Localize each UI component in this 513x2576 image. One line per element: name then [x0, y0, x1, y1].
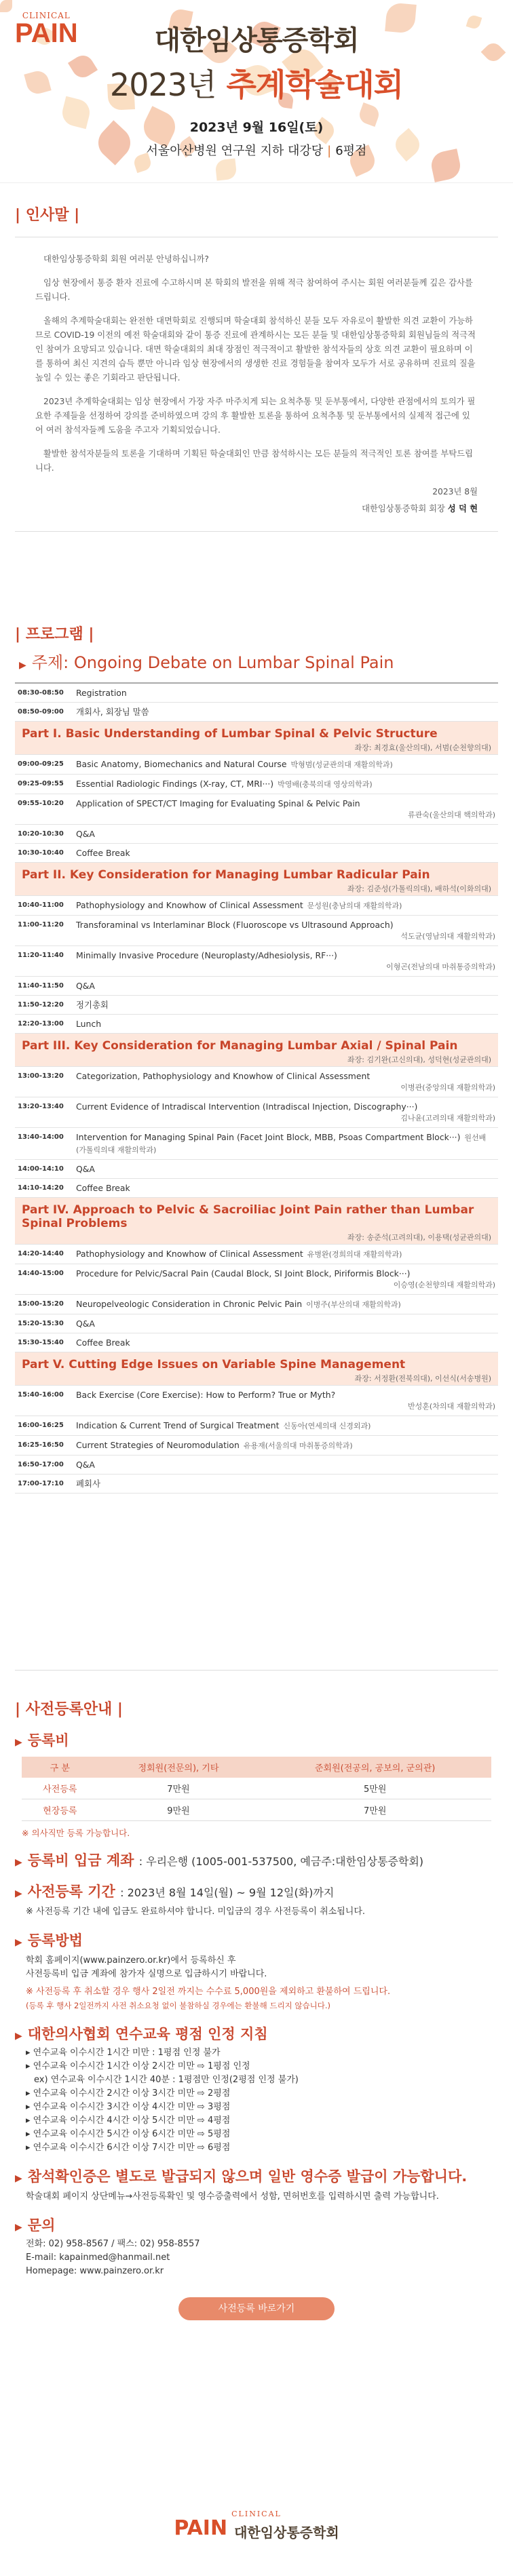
program-row — [15, 1245, 498, 1264]
session-title: Minimally Invasive Procedure (Neuroplasty/Adhesiolysis, RF···) — [76, 950, 337, 960]
session-title: Lunch — [76, 1019, 102, 1029]
program-part-header — [15, 1198, 498, 1245]
session-time: 10:30-10:40 — [18, 849, 64, 857]
fee-header-category: 구 분 — [22, 1757, 98, 1778]
session-time: 11:40-11:50 — [18, 982, 64, 990]
fee-heading — [15, 1730, 498, 1750]
program-row — [15, 916, 498, 946]
greeting-p3: 올해의 추계학술대회는 완전한 대면학회로 진행되며 학술대회 참석하신 분들 모두 자유로이 활발한 의견 교환이 가능하므로 COVID-19 이전의 예전 학술대회와 같이 통증 진료에 관계하시는 모든 분들 및 대한임상통증학회 회원님들의 적극적인 참여가 요망되고 있습니다. 대면 학술대회의 최대 장점인 적극적이고 활발한 참석자들의 상호 의견 교환이 필요하며 이를 통하여 최신 지견의 습득 뿐만 아니라 임상 현장에서의 생생한 진료 경험들을 참여자 모두가 서로 공유하며 진료의 질을 높일 수 있는 좋은 기회라고 판단됩니다. — [35, 316, 476, 383]
logo-clinical: CLINICAL — [22, 11, 71, 20]
session-content — [76, 1298, 495, 1310]
greeting-section — [0, 203, 513, 532]
theme-text: 주제: Ongoing Debate on Lumbar Spinal Pain — [31, 653, 394, 672]
program-theme — [19, 649, 498, 673]
greeting-p5: 활발한 참석자분들의 토론을 기대하며 기획된 학술대회인 만큼 참석하시는 모든 분들의 적극적인 토론 참여를 부탁드립니다. — [35, 449, 473, 473]
triangle-icon: ▶ — [15, 2031, 22, 2042]
period-label: 사전등록 기간 — [27, 1884, 115, 1900]
sign-role: 대한임상통증학회 회장 — [362, 504, 445, 513]
triangle-icon: ▶ — [15, 2222, 22, 2233]
credit-item: ▸ 연수교육 이수시간 1시간 이상 2시간 미만 ⇨ 1평점 인정 — [26, 2061, 250, 2071]
header-banner — [0, 0, 513, 183]
part-chair: 좌장: 최경효(울산의대), 서범(순천향의대) — [354, 743, 491, 752]
session-speaker: 박영배(충북의대 영상의학과) — [278, 780, 373, 789]
session-speaker: 이승영(순천향의대 재활의학과) — [393, 1281, 495, 1289]
contact-list — [26, 2238, 487, 2278]
session-time: 09:25-09:55 — [18, 780, 64, 787]
method-heading — [15, 1930, 498, 1950]
fee-row — [22, 1799, 491, 1821]
greeting-p4: 2023년 추계학술대회는 임상 현장에서 가장 자주 마주치게 되는 요척추통 및 둔부통에서, 다양한 관점에서의 토의가 필요한 주제들을 선정하여 강의를 준비하였으며 강의 후 활발한 토론을 통하여 요척추통 및 둔부통에서의 실제적 접근에 있어 여러 참석자들께 도움을 주고자 기획되었습니다. — [35, 397, 476, 435]
session-content — [76, 1101, 495, 1124]
greeting-p1: 대한임상통증학회 회원 여러분 안녕하십니까? — [43, 254, 209, 264]
program-row — [15, 996, 498, 1015]
credit-item: ex) 연수교육 이수시간 1시간 40분 : 1평점만 인정(2평점 인정 불가) — [34, 2075, 299, 2085]
program-row — [15, 1160, 498, 1179]
session-speaker: 신동아(연세의대 신경외과) — [283, 1422, 371, 1430]
session-title: Pathophysiology and Knowhow of Clinical Assessment — [76, 1249, 303, 1259]
credit-item: ▸ 연수교육 이수시간 4시간 이상 5시간 미만 ⇨ 4평점 — [26, 2115, 231, 2126]
credit-item: ▸ 연수교육 이수시간 6시간 이상 7시간 미만 ⇨ 6평점 — [26, 2143, 231, 2153]
greeting-p2: 임상 현장에서 통증 환자 진료에 수고하시며 본 학회의 발전을 위해 적극 참여하여 주시는 회원 여러분들께 깊은 감사를 드립니다. — [35, 278, 473, 302]
program-row — [15, 1416, 498, 1436]
triangle-icon: ▶ — [15, 1737, 22, 1748]
session-content — [76, 1070, 495, 1093]
program-table — [15, 682, 498, 1494]
session-time: 15:40-16:00 — [18, 1391, 64, 1399]
session-speaker: 이병관(중앙의대 재활의학과) — [400, 1083, 495, 1092]
event-venue — [0, 141, 513, 159]
program-row — [15, 1128, 498, 1160]
session-title: Neuropelveologic Consideration in Chronic Pelvic Pain — [76, 1299, 303, 1309]
session-title: Pathophysiology and Knowhow of Clinical Assessment — [76, 900, 303, 910]
fee-cell: 9만원 — [98, 1799, 259, 1821]
session-speaker: 이병주(부산의대 재활의학과) — [306, 1300, 401, 1309]
session-time: 08:50-09:00 — [18, 708, 64, 716]
session-content — [76, 950, 495, 973]
fee-cell: 5만원 — [259, 1778, 491, 1799]
session-speaker: 반성훈(차의대 재활의학과) — [408, 1402, 495, 1411]
session-content — [76, 899, 495, 912]
session-time: 15:00-15:20 — [18, 1300, 64, 1308]
receipt-heading — [15, 2166, 498, 2186]
part-chair: 좌장: 서정환(전북의대), 이선식(서송병원) — [354, 1374, 491, 1383]
program-row — [15, 1436, 498, 1456]
fee-cell: 사전등록 — [22, 1778, 98, 1799]
session-content — [76, 687, 495, 699]
session-time: 14:00-14:10 — [18, 1165, 64, 1173]
greeting-heading: | 인사말 | — [15, 207, 80, 224]
session-time: 13:40-14:00 — [18, 1133, 64, 1141]
session-title: Procedure for Pelvic/Sacral Pain (Caudal Block, SI Joint Block, Piriformis Block···) — [76, 1268, 411, 1279]
session-title: Indication & Current Trend of Surgical Treatment — [76, 1420, 280, 1430]
receipt-title: 참석확인증은 별도로 발급되지 않으며 일반 영수증 발급이 가능합니다. — [27, 2168, 468, 2185]
program-row — [15, 1386, 498, 1416]
session-content — [76, 1268, 495, 1291]
fee-header-associate: 준회원(전공의, 공보의, 군의관) — [259, 1757, 491, 1778]
session-title: Q&A — [76, 981, 95, 991]
program-part-header — [15, 863, 498, 896]
program-row — [15, 684, 498, 703]
part-title: Part I. Basic Understanding of Lumbar Spinal & Pelvic Structure — [22, 727, 438, 741]
event-name: 추계학술대회 — [226, 66, 404, 103]
triangle-icon: ▶ — [15, 1937, 22, 1948]
footer-logo-clinical: CLINICAL — [231, 2510, 282, 2518]
session-time: 14:20-14:40 — [18, 1250, 64, 1257]
session-content — [76, 706, 495, 718]
session-time: 15:30-15:40 — [18, 1339, 64, 1346]
period-value: : 2023년 8월 14일(월) ~ 9월 12일(화)까지 — [120, 1886, 335, 1899]
session-speaker: 이형곤(전남의대 마취통증의학과) — [386, 962, 495, 971]
session-title: 정기총회 — [76, 1000, 109, 1010]
session-title: Registration — [76, 688, 127, 698]
session-title: Back Exercise (Core Exercise): How to Perform? True or Myth? — [76, 1390, 336, 1400]
session-time: 13:20-13:40 — [18, 1103, 64, 1110]
registration-heading: | 사전등록안내 | — [15, 1701, 123, 1718]
session-content — [76, 847, 495, 859]
session-title: Application of SPECT/CT Imaging for Evaluating Spinal & Pelvic Pain — [76, 798, 360, 808]
session-content — [76, 1459, 495, 1470]
session-time: 11:20-11:40 — [18, 952, 64, 959]
credit-points: 6평점 — [335, 144, 367, 158]
session-title: 폐회사 — [76, 1479, 100, 1489]
session-speaker: 류관숙(울산의대 핵의학과) — [408, 811, 495, 819]
session-time: 16:50-17:00 — [18, 1461, 64, 1468]
credit-item: ▸ 연수교육 이수시간 5시간 이상 6시간 미만 ⇨ 5평점 — [26, 2129, 231, 2139]
session-title: Transforaminal vs Interlaminar Block (Fluoroscope vs Ultrasound Approach) — [76, 920, 394, 930]
session-time: 09:55-10:20 — [18, 800, 64, 807]
session-title: 개회사, 회장님 말씀 — [76, 707, 149, 717]
event-date: 2023년 9월 16일(토) — [189, 120, 324, 135]
method-line-3: ※ 사전등록 후 취소할 경우 행사 2일전 까지는 수수료 5,000원을 제외하고 환불하여 드립니다. — [26, 1987, 391, 1997]
footer-logo-pain: PAIN — [174, 2516, 228, 2540]
session-time: 10:20-10:30 — [18, 830, 64, 838]
program-row — [15, 703, 498, 722]
part-title: Part II. Key Consideration for Managing Lumbar Radicular Pain — [22, 868, 430, 882]
session-content — [76, 980, 495, 992]
session-title: Q&A — [76, 1319, 95, 1329]
session-title: Q&A — [76, 1164, 95, 1174]
program-row — [15, 1333, 498, 1352]
credit-item: ▸ 연수교육 이수시간 1시간 미만 : 1평점 인정 불가 — [26, 2048, 221, 2058]
credit-heading — [15, 2023, 498, 2044]
program-row — [15, 1314, 498, 1333]
part-chair: 좌장: 송준석(고려의대), 이용택(성균관의대) — [347, 1233, 491, 1242]
session-content — [76, 828, 495, 840]
session-content — [76, 1018, 495, 1030]
session-speaker: 문성원(충남의대 재활의학과) — [307, 901, 402, 910]
program-heading: | 프로그램 | — [15, 626, 94, 643]
org-name: 대한임상통증학회 — [154, 25, 359, 56]
method-title: 등록방법 — [27, 1932, 83, 1949]
program-row — [15, 896, 498, 916]
session-time: 09:00-09:25 — [18, 760, 64, 768]
part-title: Part III. Key Consideration for Managing Lumbar Axial / Spinal Pain — [22, 1039, 458, 1053]
session-speaker: 석도균(영남의대 재활의학과) — [400, 932, 495, 941]
session-content — [76, 1131, 495, 1156]
program-row — [15, 1179, 498, 1198]
session-title: Q&A — [76, 1460, 95, 1470]
program-row — [15, 1475, 498, 1494]
program-row — [15, 1015, 498, 1034]
session-content — [76, 1318, 495, 1329]
greeting-body — [15, 237, 498, 532]
leaf-shape — [215, 159, 238, 181]
session-time: 16:00-16:25 — [18, 1422, 64, 1429]
session-content — [76, 919, 495, 942]
program-part-header — [15, 1034, 498, 1067]
session-content — [76, 1182, 495, 1194]
program-row — [15, 1264, 498, 1295]
method-line-1: 학회 홈페이지(www.painzero.or.kr)에서 등록하신 후 — [26, 1955, 236, 1966]
program-row — [15, 775, 498, 794]
period-note: ※ 사전등록 기간 내에 입금도 완료하셔야 합니다. 미입금의 경우 사전등록이 취소됩니다. — [26, 1907, 366, 1917]
session-title: Coffee Break — [76, 848, 130, 858]
registration-section — [15, 1670, 498, 2320]
credit-list — [26, 2046, 487, 2155]
credit-item: ▸ 연수교육 이수시간 2시간 이상 3시간 미만 ⇨ 2평점 — [26, 2088, 231, 2099]
session-time: 08:30-08:50 — [18, 689, 64, 697]
session-speaker: 원선배(가톨릭의대 재활의학과) — [76, 1133, 487, 1154]
session-title: Categorization, Pathophysiology and Knowhow of Clinical Assessment — [76, 1071, 370, 1081]
program-row — [15, 946, 498, 977]
session-time: 15:20-15:30 — [18, 1320, 64, 1327]
credit-item: ▸ 연수교육 이수시간 3시간 이상 4시간 미만 ⇨ 3평점 — [26, 2102, 231, 2112]
triangle-icon: ▶ — [15, 1888, 22, 1899]
contact-homepage: Homepage: www.painzero.or.kr — [26, 2266, 164, 2276]
session-content — [76, 1389, 495, 1412]
session-title: Coffee Break — [76, 1338, 130, 1348]
session-time: 10:40-11:00 — [18, 901, 64, 909]
fee-table — [22, 1757, 491, 1821]
program-section — [0, 623, 513, 1494]
program-row — [15, 1067, 498, 1097]
session-title: Q&A — [76, 829, 95, 839]
footer — [0, 2510, 513, 2541]
account-value: : 우리은행 (1005-001-537500, 예금주:대한임상통증학회) — [138, 1855, 424, 1868]
program-row — [15, 825, 498, 844]
session-time: 13:00-13:20 — [18, 1072, 64, 1080]
method-line-2: 사전등록비 입금 계좌에 참가자 실명으로 입금하시기 바랍니다. — [26, 1969, 267, 1979]
contact-heading — [15, 2214, 498, 2235]
program-row — [15, 977, 498, 996]
session-title: Current Strategies of Neuromodulation — [76, 1440, 240, 1450]
session-content — [76, 798, 495, 821]
header-title — [0, 19, 513, 159]
session-title: Essential Radiologic Findings (X-ray, CT, MRI···) — [76, 779, 274, 789]
greeting-date: 2023년 8월 — [432, 487, 478, 496]
account-heading — [15, 1850, 498, 1870]
session-content — [76, 999, 495, 1011]
program-row — [15, 755, 498, 775]
session-content — [76, 1337, 495, 1348]
session-time: 12:20-13:00 — [18, 1020, 64, 1028]
program-row — [15, 794, 498, 825]
program-part-header — [15, 1352, 498, 1386]
contact-title: 문의 — [27, 2217, 56, 2233]
venue-separator: | — [327, 144, 332, 158]
session-title: Current Evidence of Intradiscal Intervention (Intradiscal Injection, Discography···) — [76, 1101, 418, 1112]
credit-title: 대한의사협회 연수교육 평점 인정 지침 — [27, 2026, 268, 2042]
footer-org-name: 대한임상통증학회 — [234, 2524, 339, 2541]
account-label: 등록비 입금 계좌 — [27, 1852, 134, 1869]
session-time: 14:10-14:20 — [18, 1184, 64, 1192]
greeting-signature — [35, 502, 478, 516]
session-time: 11:00-11:20 — [18, 921, 64, 929]
session-content — [76, 1163, 495, 1175]
session-content — [76, 1420, 495, 1432]
part-chair: 좌장: 김기완(고신의대), 성덕현(성균관의대) — [347, 1055, 491, 1064]
triangle-icon: ▶ — [15, 2173, 22, 2184]
session-time: 16:25-16:50 — [18, 1441, 64, 1449]
session-speaker: 박형범(성균관의대 재활의학과) — [290, 760, 393, 769]
program-row — [15, 1456, 498, 1475]
session-title: Basic Anatomy, Biomechanics and Natural Course — [76, 759, 287, 769]
method-line-4: (등록 후 행사 2일전까지 사전 취소요청 없이 불참하실 경우에는 환불해 드리지 않습니다.) — [26, 2001, 330, 2010]
fee-note: ※ 의사직만 등록 가능합니다. — [22, 1828, 130, 1838]
program-row — [15, 1097, 498, 1128]
fee-cell: 현장등록 — [22, 1799, 98, 1821]
triangle-icon: ▶ — [15, 1857, 22, 1868]
session-time: 14:40-15:00 — [18, 1270, 64, 1277]
fee-title: 등록비 — [27, 1732, 69, 1749]
session-content — [76, 1478, 495, 1489]
part-chair: 좌장: 김준성(가톨릭의대), 배하석(이화의대) — [347, 884, 491, 893]
receipt-text: 학술대회 페이지 상단메뉴→사전등록확인 및 영수증출력에서 성함, 면허번호를 입력하시면 출력 가능합니다. — [26, 2191, 439, 2202]
sign-name: 성 덕 현 — [447, 504, 478, 513]
triangle-icon: ▶ — [19, 660, 26, 671]
event-year: 2023년 — [109, 66, 216, 103]
fee-row — [22, 1778, 491, 1799]
part-title: Part IV. Approach to Pelvic & Sacroiliac Joint Pain rather than Lumbar Spinal Problems — [22, 1203, 474, 1230]
session-title: Coffee Break — [76, 1183, 130, 1193]
session-content — [76, 778, 495, 790]
session-content — [76, 1439, 495, 1451]
session-speaker: 유용재(서울의대 마취통증의학과) — [243, 1441, 353, 1450]
contact-email: E-mail: kapainmed@hanmail.net — [26, 2252, 170, 2263]
session-time: 11:50-12:20 — [18, 1001, 64, 1009]
event-title — [0, 60, 513, 105]
part-title: Part V. Cutting Edge Issues on Variable Spine Management — [22, 1358, 406, 1371]
pre-register-button[interactable]: 사전등록 바로가기 — [178, 2297, 335, 2320]
period-heading — [15, 1881, 498, 1901]
venue-name: 서울아산병원 연구원 지하 대강당 — [146, 144, 324, 158]
fee-header-regular: 정회원(전문의), 기타 — [98, 1757, 259, 1778]
session-time: 17:00-17:10 — [18, 1480, 64, 1487]
program-row — [15, 1295, 498, 1314]
leaf-shape — [0, 0, 12, 12]
session-title: Intervention for Managing Spinal Pain (Facet Joint Block, MBB, Psoas Compartment Block···) — [76, 1132, 461, 1142]
fee-cell: 7만원 — [98, 1778, 259, 1799]
contact-phone: 전화: 02) 958-8567 / 팩스: 02) 958-8557 — [26, 2239, 200, 2249]
program-row — [15, 844, 498, 863]
session-content — [76, 758, 495, 770]
logo-pain: PAIN — [15, 18, 78, 48]
fee-cell: 7만원 — [259, 1799, 491, 1821]
session-speaker: 김나윤(고려의대 재활의학과) — [400, 1114, 495, 1123]
program-part-header — [15, 722, 498, 755]
session-content — [76, 1248, 495, 1260]
session-speaker: 유병완(경희의대 재활의학과) — [307, 1250, 402, 1259]
